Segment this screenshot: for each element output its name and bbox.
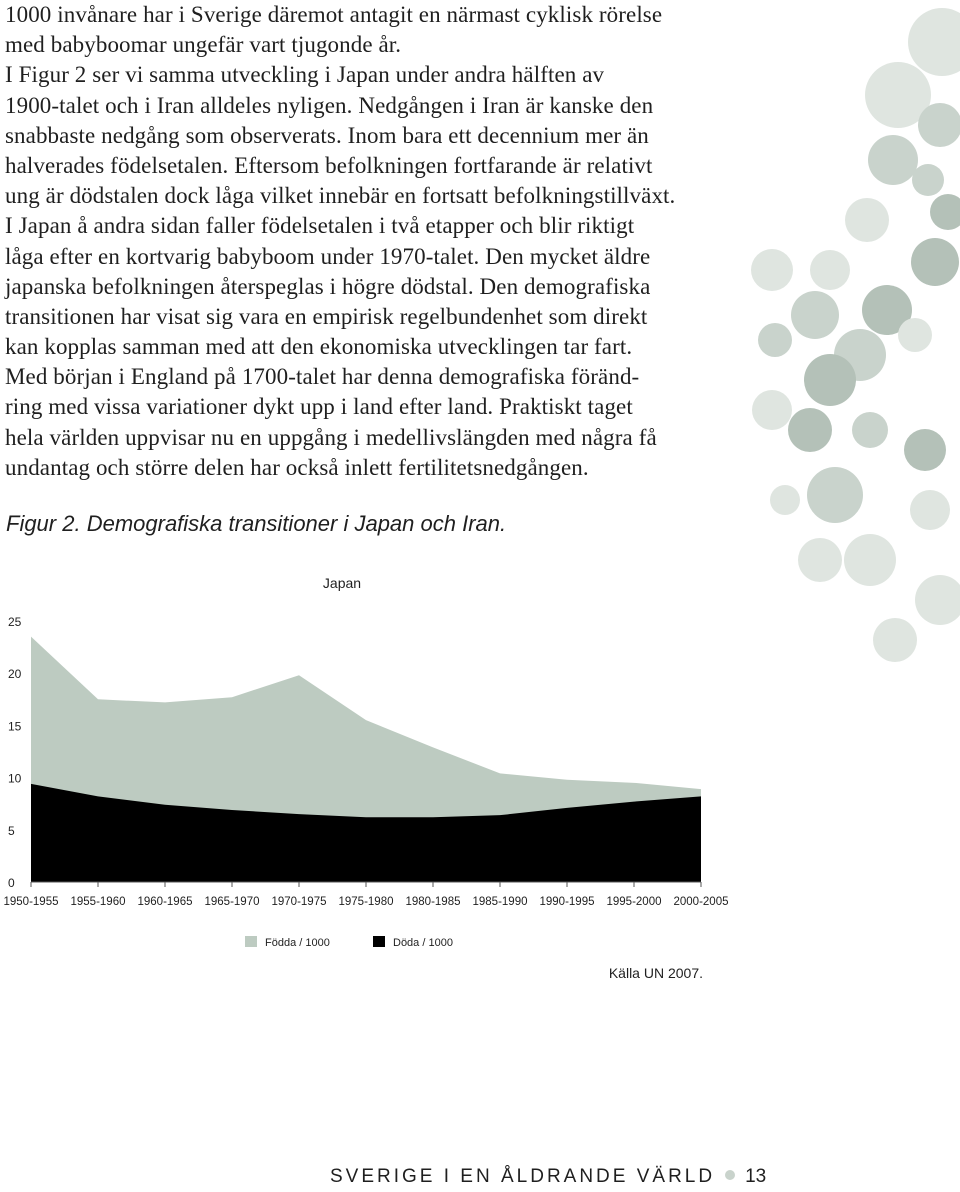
x-tick-label: 1990-1995: [539, 896, 595, 908]
page-number: 13: [745, 1166, 767, 1187]
running-title: SVERIGE I EN ÅLDRANDE VÄRLD: [330, 1166, 716, 1187]
decorative-dot: [873, 618, 917, 662]
decorative-dot: [788, 408, 832, 452]
x-tick-label: 1960-1965: [137, 896, 193, 908]
y-tick-label: 25: [8, 615, 22, 629]
x-tick-label: 1975-1980: [338, 896, 394, 908]
decorative-dot: [810, 250, 850, 290]
source-note: Källa UN 2007.: [608, 965, 703, 981]
figure-caption: Figur 2. Demografiska transitioner i Japan och Iran.: [6, 511, 507, 536]
decorative-dot: [834, 329, 886, 381]
area-chart: [0, 560, 760, 990]
x-tick-label: 1970-1975: [271, 896, 327, 908]
decorative-dot: [844, 534, 896, 586]
decorative-dot: [898, 318, 932, 352]
chart-title: Japan: [322, 575, 362, 591]
decorative-dot: [862, 285, 912, 335]
decorative-dot: [845, 198, 889, 242]
decorative-dot: [918, 103, 960, 147]
legend-label: Födda / 1000: [265, 937, 330, 949]
legend-swatch: [373, 936, 385, 947]
body-line: ung är dödstalen dock låga vilket innebär en fortsatt befolkningstillväxt.: [5, 183, 676, 209]
decorative-dot: [930, 194, 960, 230]
body-line: snabbaste nedgång som observerats. Inom bara ett decennium mer än: [5, 122, 649, 148]
body-line: låga efter en kortvarig babyboom under 1970-talet. Den mycket äldre: [5, 243, 651, 269]
body-line: undantag och större delen har också inlett fertilitetsnedgången.: [5, 454, 589, 480]
x-tick-label: 1985-1990: [472, 896, 528, 908]
y-tick-label: 0: [8, 876, 15, 890]
decorative-dot: [770, 485, 800, 515]
decorative-dot: [752, 390, 792, 430]
body-line: I Japan å andra sidan faller födelsetalen i två etapper och blir riktigt: [5, 213, 635, 239]
page-footer: [330, 1166, 766, 1188]
decorative-dot: [911, 238, 959, 286]
body-line: halverades födelsetalen. Eftersom befolkningen fortfarande är relativt: [5, 152, 653, 178]
x-tick-label: 1950-1955: [3, 896, 59, 908]
decorative-dot: [791, 291, 839, 339]
decorative-dot: [910, 490, 950, 530]
decorative-dot: [904, 429, 946, 471]
y-tick-label: 5: [8, 823, 15, 838]
x-tick-label: 2000-2005: [673, 896, 729, 908]
y-tick-label: 15: [8, 719, 22, 734]
y-tick-label: 10: [8, 771, 22, 786]
decorative-dot: [751, 249, 793, 291]
body-line: ring med vissa variationer dykt upp i land efter land. Praktiskt taget: [5, 394, 633, 420]
body-line: japanska befolkningen återspeglas i högre dödstal. Den demografiska: [5, 273, 651, 299]
body-text: [5, 0, 715, 483]
body-line: I Figur 2 ser vi samma utveckling i Japan under andra hälften av: [5, 62, 605, 88]
decorative-dot: [868, 135, 918, 185]
decorative-dot: [807, 467, 863, 523]
decorative-dot: [852, 412, 888, 448]
body-line: 1000 invånare har i Sverige däremot antagit en närmast cyklisk rörelse: [5, 2, 663, 27]
body-line: hela världen uppvisar nu en uppgång i medellivslängden med några få: [5, 424, 657, 450]
x-tick-label: 1980-1985: [405, 896, 461, 908]
decorative-dot: [804, 354, 856, 406]
body-line: med babyboomar ungefär vart tjugonde år.: [5, 32, 402, 58]
x-tick-label: 1955-1960: [70, 896, 126, 908]
legend-swatch: [245, 936, 257, 947]
y-tick-label: 20: [8, 667, 22, 682]
footer-dot-icon: [725, 1170, 735, 1180]
body-line: kan kopplas samman med att den ekonomiska utvecklingen tar fart.: [5, 334, 633, 360]
decorative-dot: [865, 62, 931, 128]
decorative-dot: [915, 575, 960, 625]
body-line: transitionen har visat sig vara en empirisk regelbundenhet som direkt: [5, 303, 648, 329]
body-line: 1900-talet och i Iran alldeles nyligen. Nedgången i Iran är kanske den: [5, 92, 654, 118]
legend-label: Döda / 1000: [393, 937, 453, 949]
x-tick-label: 1965-1970: [204, 896, 260, 908]
x-tick-label: 1995-2000: [606, 896, 662, 908]
decorative-dot: [758, 323, 792, 357]
body-line: Med början i England på 1700-talet har denna demografiska föränd-: [5, 364, 640, 390]
decorative-dot: [908, 8, 960, 76]
decorative-dot: [798, 538, 842, 582]
decorative-dot: [912, 164, 944, 196]
